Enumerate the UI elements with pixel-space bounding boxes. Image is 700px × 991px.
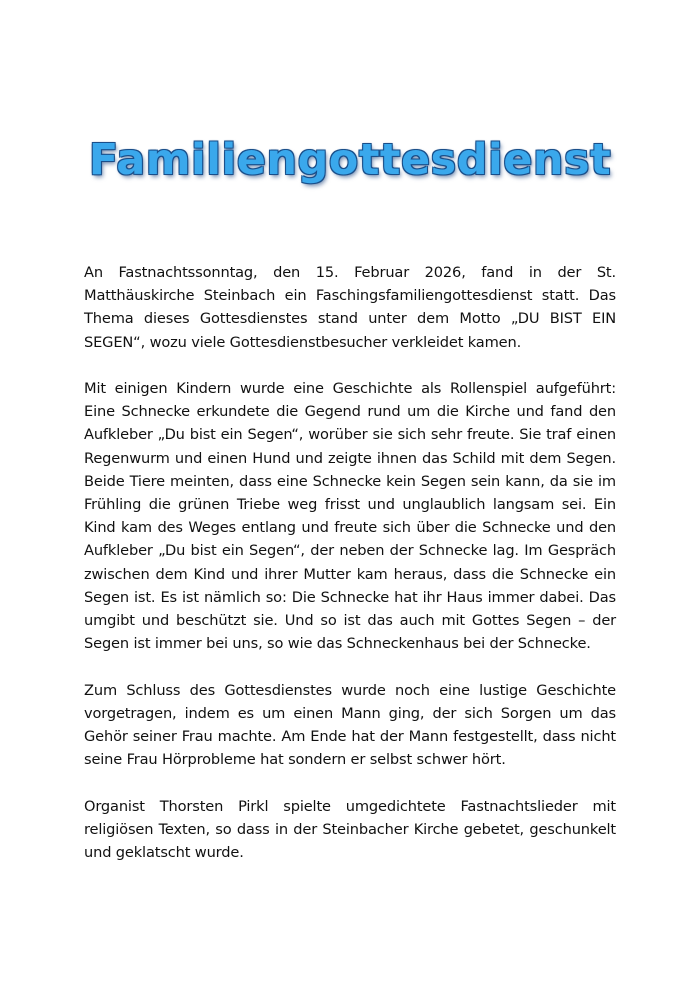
paragraph-service-intro: An Fastnachtssonntag, den 15. Februar 2026, fand in der St. Matthäuskirche Steinbach ein Faschingsfamiliengottesdienst statt. Das Thema dieses Gottesdienstes stand unter dem Motto „DU BIST EIN SEGEN“, wozu viele Gottesdienstbesucher verkleidet kamen. — [84, 264, 616, 351]
paragraph-role-play-story: Mit einigen Kindern wurde eine Geschichte als Rollenspiel aufgeführt: Eine Schnecke erkundete die Gegend rund um die Kirche und fand den Aufkleber „Du bist ein Segen“, worüber sie sich sehr freute. Sie traf einen Regenwurm und einen Hund und zeigte ihnen das Schild mit dem Segen. Beide Tiere meinten, dass eine Schnecke kein Segen sein kann, da sie im Frühling die grünen Triebe weg frisst und unglaublich langsam sei. Ein Kind kam des Weges entlang und freute sich über die Schnecke und den Aufkleber „Du bist ein Segen“, der neben der Schnecke lag. Im Gespräch zwischen dem Kind und ihrer Mutter kam heraus, dass die Schnecke ein Segen ist. Es ist nämlich so: Die Schnecke hat ihr Haus immer dabei. Das umgibt und beschützt sie. Und so ist das auch mit Gottes Segen – der Segen ist immer bei uns, so wie das Schneckenhaus bei der Schnecke. — [84, 380, 616, 653]
paragraph-closing-story: Zum Schluss des Gottesdienstes wurde noch eine lustige Geschichte vorgetragen, indem es um einen Mann ging, der sich Sorgen um das Gehör seiner Frau machte. Am Ende hat der Mann festgestellt, dass nicht seine Frau Hörprobleme hat sondern er selbst schwer hört. — [84, 681, 616, 769]
article-body — [84, 261, 616, 887]
paragraph-organist-music: Organist Thorsten Pirkl spielte umgedichtete Fastnachtslieder mit religiösen Texten, so dass in der Steinbacher Kirche gebetet, geschunkelt und geklatscht wurde. — [84, 797, 616, 862]
document-title: Familiengottesdienst — [88, 134, 612, 185]
